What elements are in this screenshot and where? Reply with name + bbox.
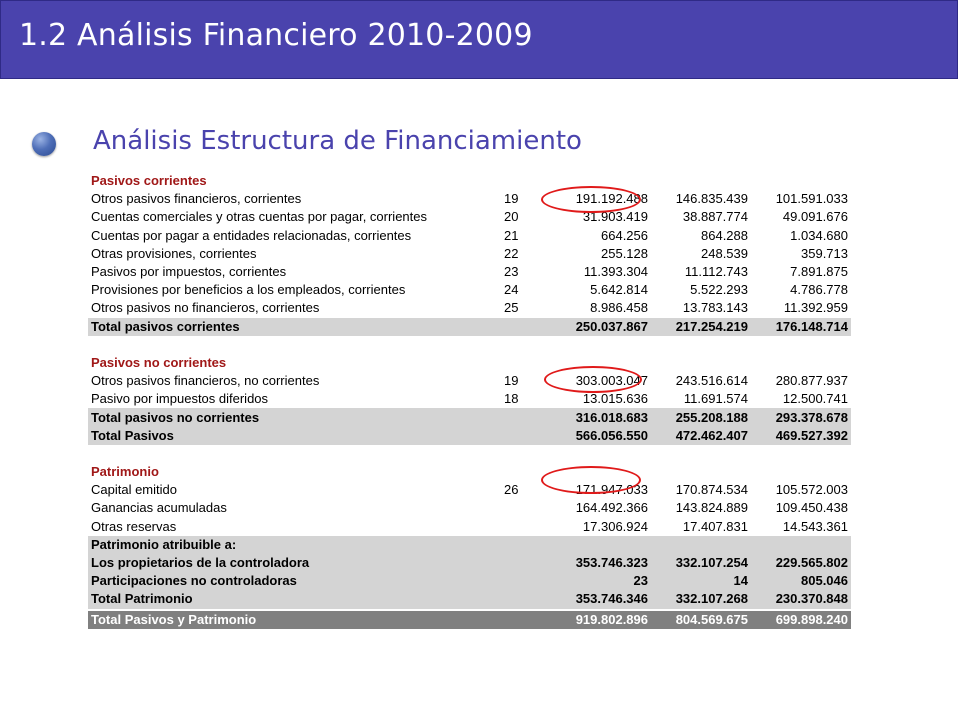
note-number: 26	[504, 482, 519, 498]
table-row	[88, 263, 851, 281]
spacer-cell	[88, 336, 851, 354]
table-row	[88, 245, 851, 263]
row-label: Total Pasivos y Patrimonio	[88, 611, 496, 629]
row-label: Otros pasivos no financieros, corrientes	[91, 300, 320, 316]
value-2008: 293.378.678	[751, 408, 851, 426]
value-2010: 303.003.047	[575, 373, 648, 389]
value-2008: 280.877.937	[775, 373, 848, 389]
section-header-row	[88, 172, 851, 190]
row-label: Otras provisiones, corrientes	[91, 245, 257, 261]
value-2009: 146.835.439	[675, 191, 748, 207]
total-row	[88, 554, 851, 572]
value-2009: 170.874.534	[675, 482, 748, 498]
value-2010: 8.986.458	[590, 300, 648, 316]
table-row	[88, 372, 851, 390]
total-row	[88, 536, 851, 554]
value-2008: 101.591.033	[775, 191, 848, 207]
value-2008: 469.527.392	[751, 427, 851, 445]
value-2009: 472.462.407	[651, 427, 751, 445]
title-bar	[0, 0, 958, 79]
spacer-row	[88, 445, 851, 463]
total-row	[88, 427, 851, 445]
value-2008: 7.891.875	[790, 264, 848, 280]
value-2009: 13.783.143	[682, 300, 748, 316]
value-2009: 17.407.831	[682, 518, 748, 534]
value-2010: 255.128	[601, 245, 648, 261]
total-row	[88, 318, 851, 336]
value-2008: 1.034.680	[790, 227, 848, 243]
section-header-row	[88, 354, 851, 372]
row-label: Total Pasivos	[88, 427, 496, 445]
note-number	[496, 572, 551, 590]
row-label: Total pasivos no corrientes	[88, 408, 496, 426]
note-number	[496, 518, 551, 536]
spacer-row	[88, 336, 851, 354]
value-2009: 332.107.268	[651, 590, 751, 608]
value-2010: 17.306.924	[582, 518, 648, 534]
value-2010: 13.015.636	[582, 391, 648, 407]
row-label: Total Patrimonio	[88, 590, 496, 608]
value-2009: 243.516.614	[675, 373, 748, 389]
value-2010: 171.947.033	[575, 482, 648, 498]
row-label: Otros pasivos financieros, corrientes	[91, 191, 302, 207]
row-label: Cuentas comerciales y otras cuentas por pagar, corrientes	[91, 209, 428, 225]
value-2008: 176.148.714	[751, 318, 851, 336]
note-number	[496, 554, 551, 572]
row-label: Ganancias acumuladas	[91, 500, 227, 516]
value-2008: 105.572.003	[775, 482, 848, 498]
row-label: Cuentas por pagar a entidades relacionadas, corrientes	[91, 227, 412, 243]
table-row	[88, 208, 851, 226]
row-label: Total pasivos corrientes	[88, 318, 496, 336]
note-number	[496, 536, 551, 554]
value-2010: 566.056.550	[551, 427, 651, 445]
value-2008: 699.898.240	[751, 611, 851, 629]
note-number: 25	[504, 300, 519, 316]
value-2009: 14	[651, 572, 751, 590]
value-2008: 359.713	[801, 245, 848, 261]
value-2008: 229.565.802	[751, 554, 851, 572]
note-number: 22	[504, 245, 519, 261]
note-number: 19	[504, 373, 519, 389]
grand-total-row	[88, 611, 851, 629]
value-2010: 11.393.304	[583, 264, 648, 280]
bullet-icon	[32, 132, 56, 156]
note-number	[496, 318, 551, 336]
page-title: 1.2 Análisis Financiero 2010-2009	[19, 18, 533, 53]
row-label: Participaciones no controladoras	[88, 572, 496, 590]
row-label: Otras reservas	[91, 518, 177, 534]
row-label: Patrimonio atribuible a:	[88, 536, 496, 554]
value-2009	[651, 536, 751, 554]
value-2010: 31.903.419	[582, 209, 648, 225]
value-2009: 864.288	[701, 227, 748, 243]
value-2010: 353.746.346	[551, 590, 651, 608]
value-2008: 805.046	[751, 572, 851, 590]
section-subtitle: Análisis Estructura de Financiamiento	[93, 126, 582, 156]
row-label: Otros pasivos financieros, no corrientes	[91, 373, 320, 389]
value-2010: 664.256	[601, 227, 648, 243]
note-number	[496, 611, 551, 629]
value-2008: 230.370.848	[751, 590, 851, 608]
total-row	[88, 572, 851, 590]
table-row	[88, 227, 851, 245]
value-2008: 11.392.959	[783, 300, 848, 316]
table-row	[88, 190, 851, 208]
value-2010	[551, 536, 651, 554]
note-number: 19	[504, 191, 519, 207]
table-row	[88, 518, 851, 536]
value-2010: 191.192.488	[575, 191, 648, 207]
note-number: 24	[504, 282, 519, 298]
value-2008: 49.091.676	[782, 209, 848, 225]
section-header: Pasivos no corrientes	[91, 354, 227, 370]
value-2009: 38.887.774	[682, 209, 748, 225]
note-number	[496, 427, 551, 445]
note-number: 18	[504, 391, 519, 407]
total-row	[88, 590, 851, 608]
row-label: Pasivo por impuestos diferidos	[91, 391, 269, 407]
section-header-row	[88, 463, 851, 481]
value-2008: 12.500.741	[782, 391, 848, 407]
row-label: Los propietarios de la controladora	[88, 554, 496, 572]
value-2008: 14.543.361	[782, 518, 848, 534]
table-row	[88, 390, 851, 408]
value-2009: 248.539	[701, 245, 748, 261]
value-2009: 804.569.675	[651, 611, 751, 629]
note-number: 21	[504, 227, 519, 243]
value-2010: 919.802.896	[551, 611, 651, 629]
row-label: Provisiones por beneficios a los empleados, corrientes	[91, 282, 406, 298]
value-2009: 143.824.889	[675, 500, 748, 516]
financial-table	[88, 172, 851, 629]
table-row	[88, 281, 851, 299]
note-number	[496, 590, 551, 608]
spacer-cell	[88, 445, 851, 463]
row-label: Pasivos por impuestos, corrientes	[91, 264, 287, 280]
value-2009: 5.522.293	[690, 282, 748, 298]
table-row	[88, 299, 851, 317]
section-header: Pasivos corrientes	[91, 173, 207, 189]
value-2009: 217.254.219	[651, 318, 751, 336]
value-2008: 4.786.778	[790, 282, 848, 298]
value-2010: 164.492.366	[575, 500, 648, 516]
note-number: 20	[504, 209, 519, 225]
row-label: Capital emitido	[91, 482, 177, 498]
note-number	[496, 408, 551, 426]
value-2009: 11.112.743	[684, 264, 748, 280]
table-row	[88, 499, 851, 517]
value-2010: 353.746.323	[551, 554, 651, 572]
section-header: Patrimonio	[91, 464, 159, 480]
value-2008	[751, 536, 851, 554]
note-number: 23	[504, 264, 519, 280]
total-row	[88, 408, 851, 426]
value-2010: 5.642.814	[590, 282, 648, 298]
value-2009: 255.208.188	[651, 408, 751, 426]
value-2010: 250.037.867	[551, 318, 651, 336]
value-2010: 316.018.683	[551, 408, 651, 426]
value-2009: 11.691.574	[683, 391, 748, 407]
table-row	[88, 481, 851, 499]
value-2008: 109.450.438	[775, 500, 848, 516]
value-2010: 23	[551, 572, 651, 590]
value-2009: 332.107.254	[651, 554, 751, 572]
note-number	[496, 499, 551, 517]
